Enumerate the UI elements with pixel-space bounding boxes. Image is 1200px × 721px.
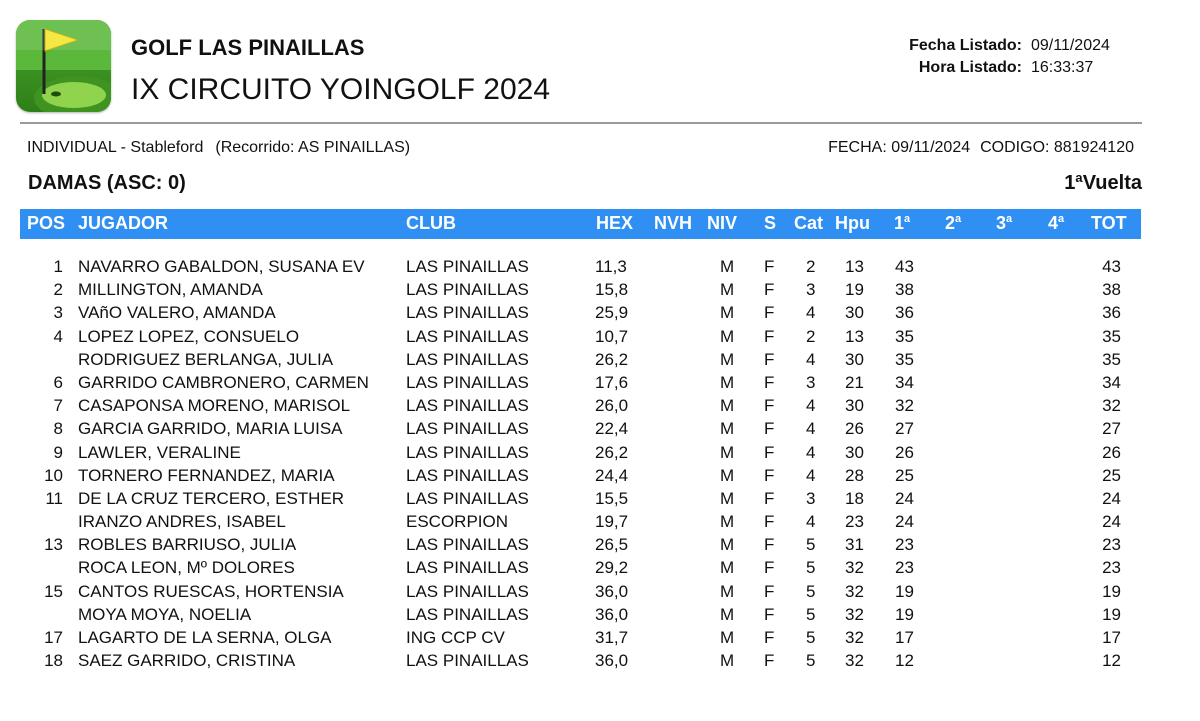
club-cell: LAS PINAILLAS	[406, 604, 529, 624]
table-row	[0, 350, 1200, 373]
handicap-exact-cell: 36,0	[595, 604, 629, 624]
total-score-cell: 12	[1102, 651, 1121, 671]
handicap-exact-cell: 31,7	[595, 628, 629, 647]
position-cell: 17	[44, 628, 63, 647]
level-cell: M	[720, 442, 735, 462]
competition-format-line	[27, 139, 410, 157]
col-round-3-number: 3	[996, 213, 1007, 233]
playing-handicap-cell: 13	[845, 257, 864, 276]
club-cell: LAS PINAILLAS	[406, 419, 529, 439]
player-name-cell: ROCA LEON, Mº DOLORES	[78, 558, 295, 578]
competition-date-code	[828, 139, 1134, 157]
player-name-cell: DE LA CRUZ TERCERO, ESTHER	[78, 488, 345, 508]
club-cell: ESCORPION	[406, 512, 509, 532]
total-score-cell: 35	[1102, 326, 1121, 346]
golf-flag-icon	[16, 20, 111, 112]
table-row	[0, 373, 1200, 396]
position-cell: 3	[53, 303, 63, 323]
position-cell: 13	[44, 535, 63, 555]
club-cell: LAS PINAILLAS	[406, 349, 529, 369]
player-name-cell: LAWLER, VERALINE	[78, 442, 241, 462]
round-1-score-cell: 12	[895, 651, 914, 671]
player-name-cell: LAGARTO DE LA SERNA, OLGA	[78, 628, 332, 647]
total-score-cell: 23	[1102, 535, 1121, 555]
level-cell: M	[720, 651, 735, 671]
playing-handicap-cell: 32	[845, 604, 864, 624]
player-name-cell: MOYA MOYA, NOELIA	[78, 604, 252, 624]
handicap-exact-cell: 15,8	[595, 280, 629, 300]
level-cell: M	[720, 257, 735, 276]
round-1-score-cell: 19	[895, 604, 914, 624]
level-cell: M	[720, 628, 735, 647]
playing-handicap-cell: 30	[845, 303, 864, 323]
level-cell: M	[720, 280, 735, 300]
handicap-exact-cell: 36,0	[595, 651, 629, 671]
player-name-cell: TORNERO FERNANDEZ, MARIA	[78, 465, 335, 485]
total-score-cell: 36	[1102, 303, 1121, 323]
category-cell: 5	[806, 558, 816, 578]
total-score-cell: 26	[1102, 442, 1121, 462]
listing-meta-values	[1031, 35, 1110, 79]
playing-handicap-cell: 30	[845, 396, 864, 416]
sex-cell: F	[764, 488, 775, 508]
club-cell: LAS PINAILLAS	[406, 303, 529, 323]
handicap-exact-cell: 10,7	[595, 326, 629, 346]
course-name: (Recorrido: AS PINAILLAS)	[215, 139, 411, 156]
club-name: GOLF LAS PINAILLAS	[131, 35, 365, 60]
category-cell: 4	[806, 349, 816, 369]
col-tot: TOT	[1091, 213, 1127, 233]
category-cell: 4	[806, 419, 816, 439]
club-cell: LAS PINAILLAS	[406, 535, 529, 555]
col-cat: Cat	[794, 213, 824, 233]
total-score-cell: 27	[1102, 419, 1121, 439]
col-round-2-number: 2	[945, 213, 956, 233]
position-cell: 10	[44, 465, 63, 485]
sex-cell: F	[764, 349, 775, 369]
hora-listado-label: Hora Listado:	[918, 59, 1022, 76]
position-cell: 1	[53, 257, 63, 276]
level-cell: M	[720, 535, 735, 555]
handicap-exact-cell: 17,6	[595, 372, 629, 392]
table-row	[0, 489, 1200, 512]
col-round-1	[894, 213, 910, 234]
table-row	[0, 535, 1200, 558]
level-cell: M	[720, 396, 735, 416]
listing-meta-labels	[909, 35, 1022, 79]
level-cell: M	[720, 581, 735, 601]
player-name-cell: GARRIDO CAMBRONERO, CARMEN	[78, 372, 369, 392]
round-1-score-cell: 27	[895, 419, 914, 439]
col-nvh: NVH	[654, 213, 693, 233]
category-cell: 5	[806, 604, 816, 624]
round-1-score-cell: 36	[895, 303, 914, 323]
col-hpu: Hpu	[835, 213, 870, 233]
sex-cell: F	[764, 651, 775, 671]
sex-cell: F	[764, 372, 775, 392]
total-score-cell: 23	[1102, 558, 1121, 578]
total-score-cell: 19	[1102, 581, 1121, 601]
sex-cell: F	[764, 628, 775, 647]
sex-cell: F	[764, 558, 775, 578]
round-1-score-cell: 43	[895, 257, 914, 276]
table-row	[0, 582, 1200, 605]
sex-cell: F	[764, 442, 775, 462]
level-cell: M	[720, 419, 735, 439]
round-1-score-cell: 35	[895, 326, 914, 346]
round-1-score-cell: 32	[895, 396, 914, 416]
player-name-cell: RODRIGUEZ BERLANGA, JULIA	[78, 349, 334, 369]
col-round-4-ordinal: a	[1058, 213, 1065, 225]
round-1-score-cell: 23	[895, 558, 914, 578]
table-row	[0, 257, 1200, 280]
total-score-cell: 19	[1102, 604, 1121, 624]
level-cell: M	[720, 465, 735, 485]
sex-cell: F	[764, 512, 775, 532]
table-row	[0, 396, 1200, 419]
table-row	[0, 280, 1200, 303]
handicap-exact-cell: 36,0	[595, 581, 629, 601]
playing-handicap-cell: 13	[845, 326, 864, 346]
sex-cell: F	[764, 604, 775, 624]
total-score-cell: 17	[1102, 628, 1121, 647]
position-cell: 6	[53, 372, 63, 392]
playing-handicap-cell: 32	[845, 628, 864, 647]
club-cell: LAS PINAILLAS	[406, 372, 529, 392]
total-score-cell: 35	[1102, 349, 1121, 369]
playing-handicap-cell: 32	[845, 558, 864, 578]
level-cell: M	[720, 303, 735, 323]
col-jugador: JUGADOR	[78, 213, 169, 233]
header-divider	[20, 122, 1142, 124]
playing-handicap-cell: 31	[845, 535, 864, 555]
col-niv: NIV	[707, 213, 738, 233]
player-name-cell: GARCIA GARRIDO, MARIA LUISA	[78, 419, 343, 439]
level-cell: M	[720, 349, 735, 369]
club-cell: LAS PINAILLAS	[406, 396, 529, 416]
col-round-1-number: 1	[894, 213, 905, 233]
col-pos: POS	[27, 213, 66, 233]
sex-cell: F	[764, 257, 775, 276]
level-cell: M	[720, 488, 735, 508]
level-cell: M	[720, 512, 735, 532]
round-1-score-cell: 38	[895, 280, 914, 300]
handicap-exact-cell: 26,2	[595, 349, 629, 369]
round-label: 1ªVuelta	[1064, 172, 1142, 194]
level-cell: M	[720, 326, 735, 346]
competition-date: FECHA: 09/11/2024	[828, 139, 971, 156]
col-club: CLUB	[406, 213, 456, 233]
level-cell: M	[720, 372, 735, 392]
playing-handicap-cell: 32	[845, 581, 864, 601]
player-name-cell: VAñO VALERO, AMANDA	[78, 303, 276, 323]
handicap-exact-cell: 15,5	[595, 488, 629, 508]
playing-handicap-cell: 28	[845, 465, 864, 485]
category-cell: 4	[806, 303, 816, 323]
club-cell: LAS PINAILLAS	[406, 280, 529, 300]
club-cell: LAS PINAILLAS	[406, 651, 529, 671]
club-cell: LAS PINAILLAS	[406, 488, 529, 508]
position-cell: 7	[53, 396, 63, 416]
category-cell: 4	[806, 512, 816, 532]
category-cell: 4	[806, 442, 816, 462]
position-cell: 11	[45, 488, 63, 508]
sex-cell: F	[764, 465, 775, 485]
handicap-exact-cell: 29,2	[595, 558, 629, 578]
sex-cell: F	[764, 303, 775, 323]
club-cell: LAS PINAILLAS	[406, 465, 529, 485]
fecha-listado-value: 09/11/2024	[1031, 37, 1110, 54]
position-cell: 18	[44, 651, 63, 671]
round-1-score-cell: 19	[895, 581, 914, 601]
sex-cell: F	[764, 396, 775, 416]
sex-cell: F	[764, 581, 775, 601]
player-name-cell: MILLINGTON, AMANDA	[78, 280, 263, 300]
playing-handicap-cell: 18	[845, 488, 864, 508]
club-cell: LAS PINAILLAS	[406, 558, 529, 578]
table-row	[0, 651, 1200, 674]
total-score-cell: 24	[1102, 488, 1121, 508]
handicap-exact-cell: 24,4	[595, 465, 629, 485]
table-row	[0, 327, 1200, 350]
playing-handicap-cell: 30	[845, 442, 864, 462]
col-round-3-ordinal: a	[1006, 213, 1013, 225]
total-score-cell: 34	[1102, 372, 1121, 392]
category-title: DAMAS (ASC: 0)	[28, 172, 186, 194]
col-round-4-number: 4	[1048, 213, 1059, 233]
category-cell: 5	[806, 628, 816, 647]
club-cell: LAS PINAILLAS	[406, 442, 529, 462]
category-cell: 5	[806, 651, 816, 671]
total-score-cell: 32	[1102, 396, 1121, 416]
fecha-listado-label: Fecha Listado:	[909, 37, 1022, 54]
table-row	[0, 303, 1200, 326]
handicap-exact-cell: 26,0	[595, 396, 629, 416]
round-1-score-cell: 26	[895, 442, 914, 462]
player-name-cell: CASAPONSA MORENO, MARISOL	[78, 396, 351, 416]
col-round-3	[996, 213, 1012, 234]
round-1-score-cell: 24	[895, 488, 914, 508]
club-cell: LAS PINAILLAS	[406, 326, 529, 346]
hora-listado-value: 16:33:37	[1031, 59, 1094, 76]
results-table-header	[20, 209, 1141, 239]
total-score-cell: 43	[1102, 257, 1121, 276]
table-row	[0, 419, 1200, 442]
round-1-score-cell: 24	[895, 512, 914, 532]
playing-handicap-cell: 26	[845, 419, 864, 439]
table-row	[0, 466, 1200, 489]
position-cell: 2	[53, 280, 63, 300]
category-cell: 3	[806, 488, 816, 508]
col-round-4	[1048, 213, 1064, 234]
position-cell: 9	[53, 442, 63, 462]
col-s: S	[764, 213, 777, 233]
playing-handicap-cell: 32	[845, 651, 864, 671]
handicap-exact-cell: 26,5	[595, 535, 629, 555]
round-1-score-cell: 17	[895, 628, 914, 647]
sex-cell: F	[764, 280, 775, 300]
total-score-cell: 24	[1102, 512, 1121, 532]
round-1-score-cell: 35	[895, 349, 914, 369]
handicap-exact-cell: 25,9	[595, 303, 629, 323]
sex-cell: F	[764, 535, 775, 555]
col-round-2-ordinal: a	[955, 213, 962, 225]
round-1-score-cell: 34	[895, 372, 914, 392]
handicap-exact-cell: 11,3	[595, 257, 627, 276]
position-cell: 15	[44, 581, 63, 601]
player-name-cell: CANTOS RUESCAS, HORTENSIA	[78, 581, 344, 601]
col-hex: HEX	[596, 213, 634, 233]
playing-handicap-cell: 21	[845, 372, 864, 392]
handicap-exact-cell: 19,7	[595, 512, 629, 532]
category-cell: 4	[806, 396, 816, 416]
level-cell: M	[720, 558, 735, 578]
club-cell: LAS PINAILLAS	[406, 581, 529, 601]
competition-code: CODIGO: 881924120	[980, 139, 1134, 156]
player-name-cell: LOPEZ LOPEZ, CONSUELO	[78, 326, 300, 346]
position-cell: 4	[53, 326, 63, 346]
table-row	[0, 628, 1200, 651]
playing-handicap-cell: 19	[845, 280, 864, 300]
sex-cell: F	[764, 326, 775, 346]
col-round-2	[945, 213, 961, 234]
col-round-1-ordinal: a	[904, 213, 911, 225]
player-name-cell: ROBLES BARRIUSO, JULIA	[78, 535, 297, 555]
category-cell: 3	[806, 372, 816, 392]
table-row	[0, 443, 1200, 466]
category-cell: 5	[806, 581, 816, 601]
handicap-exact-cell: 26,2	[595, 442, 629, 462]
position-cell: 8	[53, 419, 63, 439]
category-cell: 2	[806, 257, 816, 276]
competition-format: INDIVIDUAL - Stableford	[27, 139, 204, 156]
club-cell: ING CCP CV	[406, 628, 505, 647]
results-table-body	[0, 257, 1200, 674]
club-cell: LAS PINAILLAS	[406, 257, 529, 276]
round-1-score-cell: 25	[895, 465, 914, 485]
player-name-cell: NAVARRO GABALDON, SUSANA EV	[78, 257, 365, 276]
player-name-cell: IRANZO ANDRES, ISABEL	[78, 512, 286, 532]
sex-cell: F	[764, 419, 775, 439]
category-cell: 2	[806, 326, 816, 346]
player-name-cell: SAEZ GARRIDO, CRISTINA	[78, 651, 296, 671]
table-row	[0, 605, 1200, 628]
level-cell: M	[720, 604, 735, 624]
category-cell: 3	[806, 280, 816, 300]
total-score-cell: 25	[1102, 465, 1121, 485]
round-1-score-cell: 23	[895, 535, 914, 555]
table-row	[0, 512, 1200, 535]
category-cell: 5	[806, 535, 816, 555]
playing-handicap-cell: 30	[845, 349, 864, 369]
total-score-cell: 38	[1102, 280, 1121, 300]
event-name: IX CIRCUITO YOINGOLF 2024	[131, 73, 551, 106]
category-cell: 4	[806, 465, 816, 485]
table-row	[0, 558, 1200, 581]
playing-handicap-cell: 23	[845, 512, 864, 532]
handicap-exact-cell: 22,4	[595, 419, 629, 439]
